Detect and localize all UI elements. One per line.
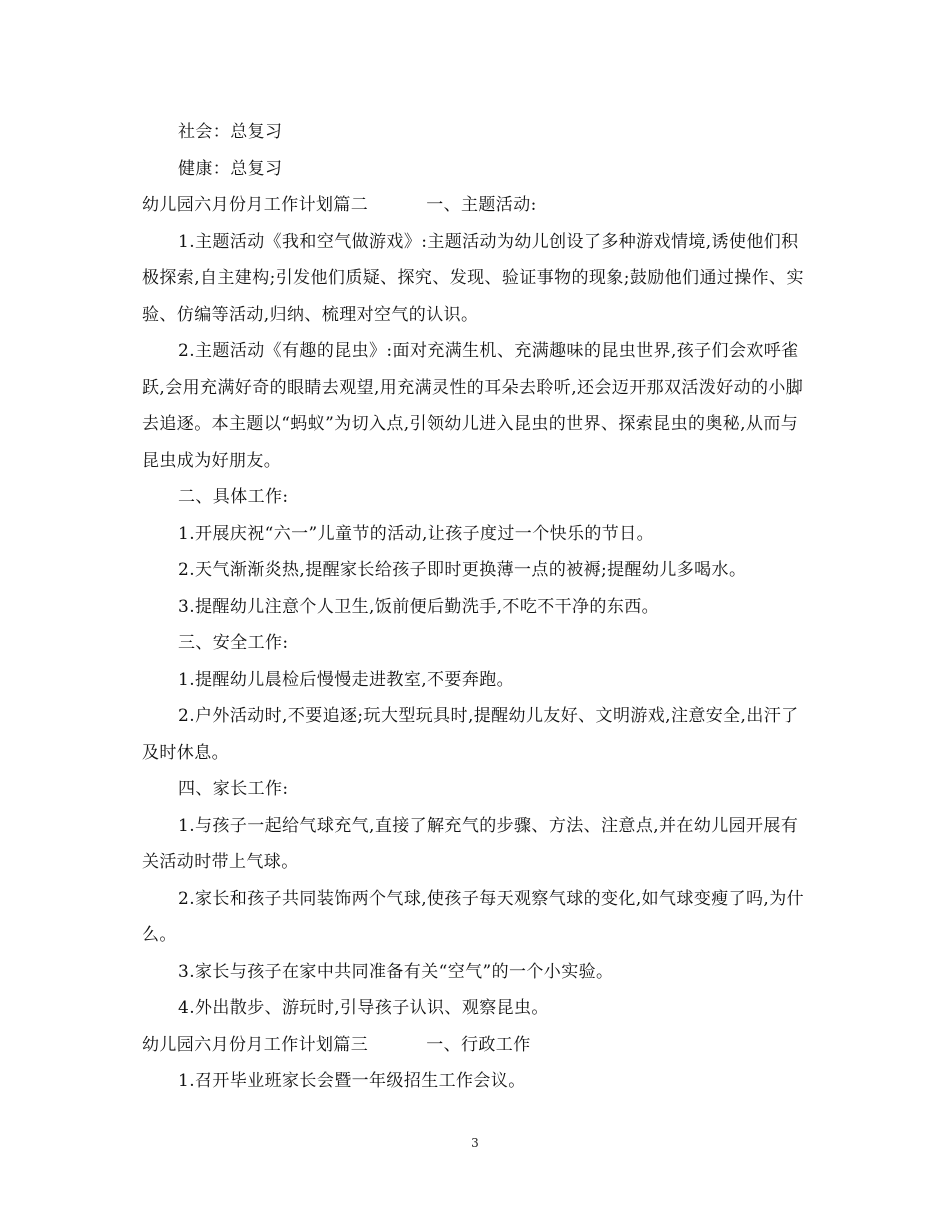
- page-number: 3: [471, 1136, 479, 1150]
- section-title: 幼儿园六月份月工作计划篇三: [142, 1034, 369, 1055]
- paragraph-admin-1: 1.召开毕业班家长会暨一年级招生工作会议。: [178, 1071, 526, 1091]
- section-title: 幼儿园六月份月工作计划篇二: [142, 195, 369, 215]
- subheading-specific-work: 二、具体工作:: [178, 487, 289, 507]
- section-heading-part-three: [142, 1027, 810, 1064]
- paragraph-safety-1: 1.提醒幼儿晨检后慢慢走进教室,不要奔跑。: [178, 669, 515, 690]
- section-subtitle: 一、主题活动:: [426, 195, 537, 215]
- paragraph-health: 健康：总复习: [178, 158, 283, 179]
- section-heading-part-two: [142, 187, 810, 224]
- paragraph-parent-2: 2.家长和孩子共同装饰两个气球,使孩子每天观察气球的变化,如气球变瘦了吗,为什么。: [142, 888, 805, 945]
- paragraph-specific-2: 2.天气渐渐炎热,提醒家长给孩子即时更换薄一点的被褥;提醒幼儿多喝水。: [178, 560, 747, 580]
- paragraph-parent-3: 3.家长与孩子在家中共同准备有关“空气”的一个小实验。: [178, 961, 614, 982]
- section-subtitle: 一、行政工作: [426, 1034, 531, 1055]
- paragraph-safety-2: 2.户外活动时,不要追逐;玩大型玩具时,提醒幼儿友好、文明游戏,注意安全,出汗了及时休息。: [142, 706, 799, 763]
- paragraph-social: 社会：总复习: [178, 122, 283, 142]
- paragraph-theme-activity-air: 1.主题活动《我和空气做游戏》:主题活动为幼儿创设了多种游戏情境,诱使他们积极探索,自主建构;引发他们质疑、探究、发现、验证事物的现象;鼓励他们通过操作、实验、仿编等活动,归纳、梳理对空气的认识。: [142, 231, 804, 325]
- paragraph-specific-3: 3.提醒幼儿注意个人卫生,饭前便后勤洗手,不吃不干净的东西。: [178, 596, 660, 617]
- paragraph-specific-1: 1.开展庆祝“六一”儿童节的活动,让孩子度过一个快乐的节日。: [178, 523, 655, 544]
- paragraph-parent-4: 4.外出散步、游玩时,引导孩子认识、观察昆虫。: [178, 998, 549, 1018]
- paragraph-parent-1: 1.与孩子一起给气球充气,直接了解充气的步骤、方法、注意点,并在幼儿园开展有关活动时带上气球。: [142, 815, 799, 872]
- paragraph-theme-activity-insects: 2.主题活动《有趣的昆虫》:面对充满生机、充满趣味的昆虫世界,孩子们会欢呼雀跃,会用充满好奇的眼睛去观望,用充满灵性的耳朵去聆听,还会迈开那双活泼好动的小脚去追逐。本主题以“蚂蚁”为切入点,引领幼儿进入昆虫的世界、探索昆虫的奥秘,从而与昆虫成为好朋友。: [142, 341, 804, 471]
- subheading-parent-work: 四、家长工作:: [178, 779, 289, 799]
- subheading-safety-work: 三、安全工作:: [178, 633, 289, 653]
- document-body: [142, 114, 810, 1100]
